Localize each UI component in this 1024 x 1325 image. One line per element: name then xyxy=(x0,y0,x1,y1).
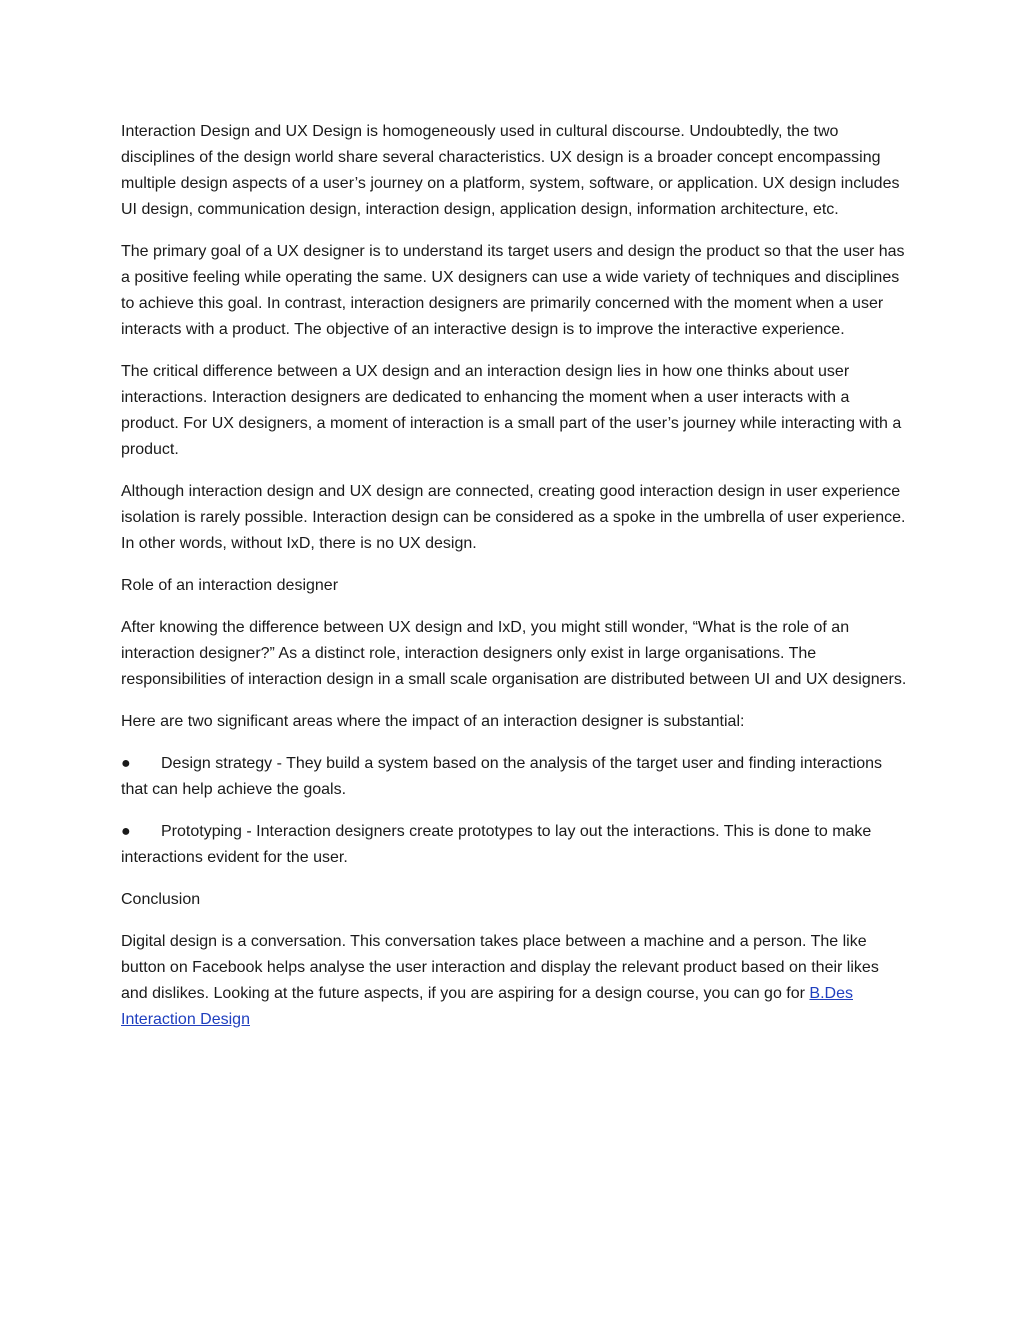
bullet-icon: ● xyxy=(121,823,131,840)
document-body xyxy=(121,119,907,1049)
conclusion-text: Digital design is a conversation. This conversation takes place between a machine and a person. The like button on Facebook helps analyse the user interaction and display the relevant product based on their likes and dislikes. Looking at the future aspects, if you are aspiring for a design course, you can go for xyxy=(121,933,879,1002)
bullet-item-prototyping xyxy=(121,819,907,871)
bullet-text: Design strategy - They build a system based on the analysis of the target user and finding interactions that can help achieve the goals. xyxy=(121,755,882,798)
heading-role: Role of an interaction designer xyxy=(121,577,339,594)
paragraph-areas: Here are two significant areas where the impact of an interaction designer is substantial: xyxy=(121,713,745,730)
paragraph-role: After knowing the difference between UX design and IxD, you might still wonder, “What is the role of an interaction designer?” As a distinct role, interaction designers only exist in large organisations. The responsibilities of interaction design in a small scale organisation are distributed between UI and UX designers. xyxy=(121,619,907,688)
bdes-interaction-design-link[interactable]: B.Des Interaction Design xyxy=(121,985,853,1028)
heading-conclusion: Conclusion xyxy=(121,891,201,908)
paragraph-ux-goal: The primary goal of a UX designer is to understand its target users and design the product so that the user has a positive feeling while operating the same. UX designers can use a wide variety of techniques and disciplines to achieve this goal. In contrast, interaction designers are primarily concerned with the moment when a user interacts with a product. The objective of an interactive design is to improve the interactive experience. xyxy=(121,243,905,338)
paragraph-connection: Although interaction design and UX design are connected, creating good interaction design in user experience isolation is rarely possible. Interaction design can be considered as a spoke in the umbrella of user experience. In other words, without IxD, there is no UX design. xyxy=(121,483,906,552)
bullet-item-design-strategy xyxy=(121,751,907,803)
paragraph-conclusion xyxy=(121,929,907,1033)
bullet-icon: ● xyxy=(121,755,131,772)
bullet-text: Prototyping - Interaction designers create prototypes to lay out the interactions. This is done to make interactions evident for the user. xyxy=(121,823,872,866)
paragraph-critical-difference: The critical difference between a UX design and an interaction design lies in how one thinks about user interactions. Interaction designers are dedicated to enhancing the moment when a user interacts with a product. For UX designers, a moment of interaction is a small part of the user’s journey while interacting with a product. xyxy=(121,363,902,458)
paragraph-intro: Interaction Design and UX Design is homogeneously used in cultural discourse. Undoubtedly, the two disciplines of the design world share several characteristics. UX design is a broader concept encompassing multiple design aspects of a user’s journey on a platform, system, software, or application. UX design includes UI design, communication design, interaction design, application design, information architecture, etc. xyxy=(121,123,900,218)
